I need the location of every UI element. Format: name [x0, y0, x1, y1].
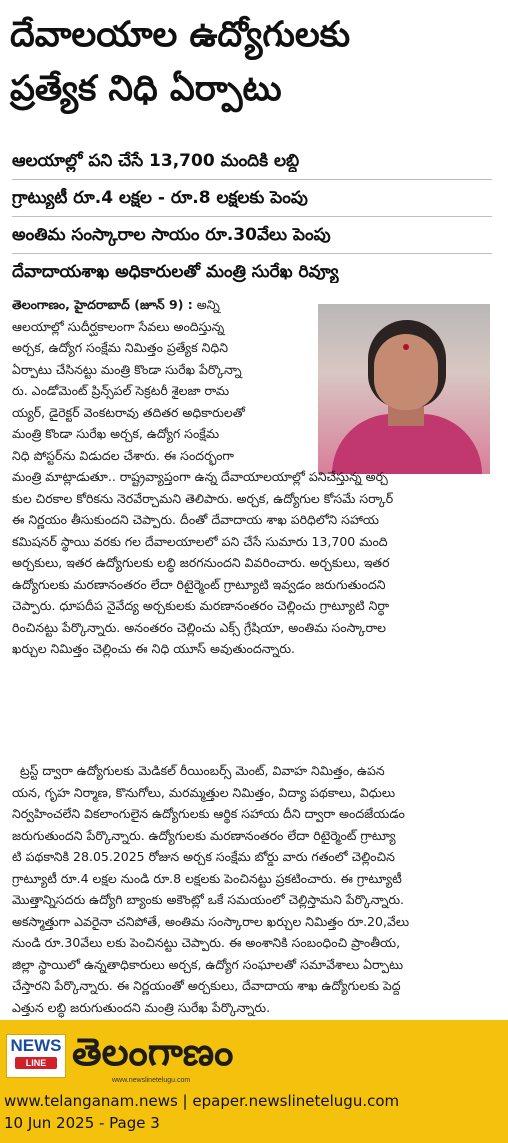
article-line: గ్రాట్యూటీ రూ.4 లక్షల నుండి రూ.8 లక్షలకు పెంచినట్టు ప్రకటించారు. ఈ గ్రాట్యూటీ [12, 870, 402, 886]
dateline: తెలంగాణం, హైదరాబాద్ (జూన్ 9) : [12, 297, 193, 312]
article-line: జిల్లా స్థాయిలో ఉన్నతాధికారులు అర్చక, ఉద్యోగ సంఘాలతో సమావేశాలు ఏర్పాటు [12, 956, 404, 972]
article-line: తెలంగాణం, హైదరాబాద్ (జూన్ 9) : అన్ని [12, 297, 220, 312]
article-line: నుండి రూ.30వేలు లకు పెంచినట్టు చెప్పారు. ఈ అంశానికి సంబంధించి ప్రాంతీయ, [12, 935, 401, 950]
logo-line-text: LINE [15, 1057, 57, 1069]
article-line: మంత్రి మాట్లాడుతూ.. రాష్ట్రవ్యాప్తంగా ఉన్న దేవాయాలయాల్లో పనిచేస్తున్న అర్చ [12, 469, 388, 484]
article-line: జరుగుతుందని పేర్కొన్నారు. ఉద్యోగులకు మరణానంతరం లేదా రిటైర్మెంట్ గ్రాట్యూ [12, 827, 396, 843]
article-line: నిర్వహించలేని వికలాంగులైన ఉద్యోగులకు ఆర్థిక సహాయ దీని ద్వారా అందజేయడం [12, 806, 405, 821]
article-line: మొత్తాన్నిసదరు ఉద్యోగి బ్యాంకు అకౌంట్లో ఒకే సమయంలో చెల్లిస్తామని పేర్కొన్నారు. [12, 892, 405, 907]
headline-line-2: ప్రత్యేక నిధి ఏర్పాటు [10, 69, 282, 109]
article-column-beside-photo [12, 294, 312, 466]
article-body-1 [12, 466, 498, 660]
article-line: చెప్పారు. ధూపదీప నైవేద్య అర్చకులకు మరణానంతరం చెల్లించు గ్రాట్యూటి నిర్ధా [12, 598, 390, 613]
article-line: కమిషనర్ స్థాయి వరకు గల దేవాలయాలలో పని చేసే సుమారు 13,700 మంది [12, 533, 388, 549]
article-line: ట్రస్ట్ ద్వారా ఉద్యోగులకు మెడికల్ రీయింబర్స్ మెంట్, వివాహ నిమిత్తం, ఉపన [12, 763, 385, 778]
subhead-3: అంతిమ సంస్కారాల సాయం రూ.30వేలు పెంపు [12, 225, 331, 245]
subhead-2: గ్రాట్యుటీ రూ.4 లక్షల - రూ.8 లక్షలకు పెంపు [12, 188, 308, 208]
subhead-1: ఆలయాల్లో పని చేసే 13,700 మందికి లబ్ధి [12, 151, 300, 171]
article-line: చేస్తారని పేర్కొన్నారు. ఈ నిర్ణయంతో అర్చకులు, దేవాదాయ శాఖ ఉద్యోగులకు పెద్ద [12, 978, 401, 993]
article-line: మంత్రి కొండా సురేఖ అర్చక, ఉద్యోగ సంక్షేమ [12, 426, 220, 441]
source-line: www.telanganam.news | epaper.newslinetelugu.com [4, 1092, 400, 1110]
article-line: ఎత్తున లబ్ధి జరుగుతుందని మంత్రి సురేఖ పేర్కొన్నారు. [12, 999, 271, 1015]
date-line: 10 Jun 2025 - Page 3 [4, 1114, 160, 1132]
article-line: య్యర్, డైరెక్టర్ వెంకటరావు తదితర అధికారులతో [12, 404, 245, 420]
divider [12, 216, 492, 217]
article-line: ఏర్పాటు చేసినట్టు మంత్రి కొండా సురేఖ పేర్కొన్నా [12, 361, 242, 377]
headline-line-1: దేవాలయాల ఉద్యోగులకు [10, 15, 351, 55]
divider [12, 253, 492, 254]
article-line: రు. ఎండోమెంట్ ప్రిన్స్‌పల్ సెక్రటరీ శైలజా రామ [12, 383, 230, 398]
telanganam-logo: తెలంగాణం [72, 1030, 234, 1074]
article-line: అకస్మాత్తుగా ఎవరైనా చనిపోతే, అంతిమ సంస్కారాల ఖర్చుల నిమిత్తం రూ.20,వేలు [12, 913, 410, 929]
article-line: నిధి పోస్టర్‌ను విడుదల చేశారు. ఈ సందర్భంగా [12, 447, 234, 463]
logo-url: www.newslinetelugu.com [112, 1077, 191, 1084]
article-body-2 [12, 760, 498, 1018]
subhead-4: దేవాదాయశాఖ అధికారులతో మంత్రి సురేఖ రివ్యూ [12, 262, 339, 282]
newsline-logo [6, 1034, 66, 1078]
article-line: ఈ నిర్ణయం తీసుకుందని చెప్పారు. దీంతో దేవాదాయ శాఖ పరిధిలోని సహాయ [12, 512, 379, 527]
article-line: అర్చకులు, ఇతర ఉద్యోగులకు లబ్ధి జరగనుందని వివరించారు. అర్చకులు, ఇతర [12, 555, 390, 570]
minister-photo [318, 304, 490, 474]
footer-banner [0, 1020, 508, 1143]
logo-news-text: NEWS [10, 1036, 62, 1055]
divider [12, 179, 492, 180]
article-line: ఉద్యోగులకు మరణానంతరం లేదా రిటైర్మెంట్ గ్రాట్యూటి ఇవ్వడం జరుగుతుందని [12, 576, 386, 592]
article-line: టి పథకానికి 28.05.2025 రోజున అర్చక సంక్షేమ బోర్డు వారు గతంలో చెల్లించిన [12, 849, 395, 864]
article-line: రించినట్టు పేర్కొన్నారు. అనంతరం చెల్లించు ఎక్స్ గ్రేషియా, అంతిమ సంస్కారాల [12, 619, 387, 635]
article-line: అర్చక, ఉద్యోగ సంక్షేమ నిమిత్తం ప్రత్యేక నిధిని [12, 340, 229, 355]
article-line: యన, గృహ నిర్మాణ, కొనుగోలు, మరమ్మత్తుల నిమిత్తం, విద్యా పథకాలు, విధులు [12, 784, 396, 800]
article-line: కుల చిరకాల కోరికను నెరవేర్చామని తెలిపారు. అర్చక, ఉద్యోగుల కోసమే సర్కార్ [12, 490, 394, 506]
headline [10, 8, 500, 116]
article-line: ఖర్చుల నిమిత్తం చెల్లించు ఈ నిధి యూస్ అవుతుందన్నారు. [12, 641, 295, 656]
article-line: ఆలయాల్లో సుదీర్ఘకాలంగా సేవలు అందిస్తున్న [12, 318, 225, 334]
